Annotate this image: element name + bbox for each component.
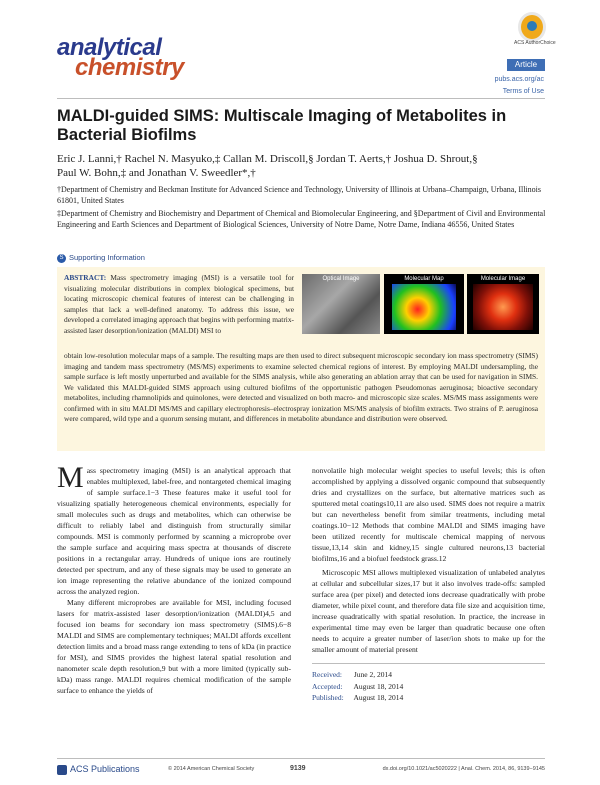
article-title: MALDI-guided SIMS: Multiscale Imaging of Metabolites in Bacterial Biofilms bbox=[57, 107, 507, 144]
author-line-1: Eric J. Lanni,† Rachel N. Masyuko,‡ Callan M. Driscoll,§ Jordan T. Aerts,† Joshua D. Shrout,§ bbox=[57, 153, 478, 165]
body-left-column: Mass spectrometry imaging (MSI) is an analytical approach that enables multiplexed, label-free, and nontargeted chemical imaging of sample surface.1−3 These features make it useful tool for visualizing spatially heterogeneous chemical environments, especially for small molecules such as drugs and metabolites, which can otherwise be difficult to reliably label and distinguish from structurally similar compounds. MSI is commonly performed by scanning a microprobe over the sample surface and acquiring mass spectra at thousands of discrete positions in a rectangular array. Hundreds of unique ions are routinely detected per spectrum, and any of these signals may be used to generate an ion image representing the relative abundance of the ionized compound across the analyzed region. Many different microprobes are available for MSI, including focused lasers for matrix-assisted laser desorption/ionization (MALDI)4,5 and focused ion beams for secondary ion mass spectrometry (SIMS).6−8 MALDI and SIMS are complementary techniques; MALDI affords excellent detection limits and a broad mass range extending to tens of kDa (in practice for MSI), and SIMS provides the highest lateral spatial resolution and nanometer scale depth resolution,9 but with a more limited (typically sub-kDa) mass range. MALDI requires chemical modification of the sample surface to enhance the yields of bbox=[57, 461, 291, 695]
dates-divider bbox=[312, 663, 545, 664]
published-date: August 18, 2014 bbox=[353, 693, 404, 702]
journal-logo bbox=[57, 34, 227, 81]
acs-authorchoice-icon bbox=[518, 12, 546, 42]
affiliation-1: †Department of Chemistry and Beckman Institute for Advanced Science and Technology, University of Illinois at Urbana–Champaign, Urbana, Illinois 61801, United States bbox=[57, 185, 541, 205]
drop-cap: M bbox=[57, 461, 84, 494]
abstract-text-part1: ABSTRACT: Mass spectrometry imaging (MSI) is a versatile tool for visualizing molecular distributions in complex biological specimens, but locating microscopic chemical features of interest can be challenging in samples that lack a well-defined anatomy. To address this issue, we developed a correlated imaging approach that begins with performing matrix-assisted laser desorption/ionization (MALDI) MSI to bbox=[64, 273, 294, 335]
page-number: 9139 bbox=[290, 765, 306, 772]
article-type-tab: Article bbox=[507, 59, 545, 71]
body-right-paragraph-1: nonvolatile high molecular weight species to useful levels; this is often accomplished by applying a dissolved organic compound that subsequently dries and crystallizes on the surface, but alternative matrices such as sputtered metal coatings10,11 are also used. SIMS does not require a matrix but can nevertheless benefit from similar treatments, including metal coatings.10−12 Methods that combine MALDI and SIMS imaging have been utilized recently for multiscale chemical mapping of nervous tissue,13,14 skin and kidney,15 single cultured neurons,13 bacterial biofilms,16 and a biofuel feedstock grass.12 bbox=[312, 466, 545, 563]
journal-url-link[interactable]: pubs.acs.org/ac bbox=[494, 76, 544, 83]
footer-divider bbox=[57, 758, 545, 759]
publication-dates: Received: June 2, 2014 Accepted: August 18, 2014 Published: August 18, 2014 bbox=[312, 670, 404, 702]
molecular-image-label: Molecular Image bbox=[480, 276, 526, 282]
body-right-column bbox=[312, 465, 545, 655]
optical-image-label: Optical Image bbox=[322, 276, 360, 282]
molecular-map-panel bbox=[384, 274, 464, 334]
accepted-date: August 18, 2014 bbox=[353, 681, 404, 691]
info-icon: S bbox=[57, 254, 66, 263]
author-line-2: Paul W. Bohn,‡ and Jonathan V. Sweedler*,† bbox=[57, 167, 256, 179]
molecular-image-panel bbox=[467, 274, 539, 334]
doi-citation[interactable]: dx.doi.org/10.1021/ac5020222 | Anal. Chem. 2014, 86, 9139−9145 bbox=[382, 766, 545, 772]
abstract-box bbox=[57, 267, 545, 451]
molecular-map-label: Molecular Map bbox=[404, 276, 444, 282]
acs-logo-icon bbox=[57, 765, 67, 775]
header-divider bbox=[57, 98, 545, 99]
terms-of-use-link[interactable]: Terms of Use bbox=[502, 88, 544, 95]
abstract-heading: ABSTRACT: bbox=[64, 273, 107, 282]
affiliation-2: ‡Department of Chemistry and Biochemistry and Department of Chemical and Biomolecular Engineering, and §Department of Civil and Environmental Engineering and Earth Sciences and Department of Biological Sciences, University of Notre Dame, Notre Dame, Indiana 46556, United States bbox=[57, 209, 546, 229]
body-right-paragraph-2: Microscopic MSI allows multiplexed visualization of unlabeled analytes at cellular and subcellular sizes,17 but it also involves trade-offs: sampled surface area (per pixel) and detected ions decrease quadratically with probe diameter, while pixel count, and therefore data file size and acquisition time, increase quadratically with spatial resolution. In practice, the increase in experimental time may even be larger than quadratic because one often needs to acquire a greater number of laser/ion shots to make up for the smaller amount of material present bbox=[312, 568, 545, 654]
journal-logo-line2: chemistry bbox=[75, 54, 184, 81]
acs-publications-logo: ACS Publications bbox=[57, 764, 140, 775]
received-date: June 2, 2014 bbox=[353, 670, 392, 679]
optical-image-panel bbox=[302, 274, 380, 334]
author-list bbox=[57, 152, 542, 180]
abstract-text-part2: obtain low-resolution molecular maps of a sample. The resulting maps are then used to direct subsequent microscopic secondary ion mass spectrometry (SIMS) imaging and tandem mass spectrometry (MS/MS) experiments to examine selected chemical regions of interest. By employing MALDI undersampling, the sample surface is left mostly unperturbed and available for the SIMS analysis, while also generating an ablation array that can be used for navigation in SIMS. We validated this MALDI-guided SIMS approach using cultured biofilms of the opportunistic pathogen Pseudomonas aeruginosa; bioactive secondary metabolites, including rhamnolipids and quinolones, were detected and visualized on both macro- and microscopic size scales. MS/MS mass assignments were confirmed with in situ MALDI MS/MS and capillary electrophoresis–electrospray ionization MS/MS analysis of biofilm extracts. Two strains of P. aeruginosa were compared, wild type and a quorum sensing mutant, and differences in metabolite abundance and distribution were observed. bbox=[64, 351, 538, 423]
acs-authorchoice-label: ACS AuthorChoice bbox=[514, 40, 556, 46]
supporting-information-link[interactable]: S Supporting Information bbox=[57, 253, 145, 263]
body-left-paragraph-2: Many different microprobes are available for MSI, including focused lasers for matrix-assisted laser desorption/ionization (MALDI)4,5 and focused ion beams for secondary ion mass spectrometry (SIMS).6−8 MALDI and SIMS are complementary techniques; MALDI affords excellent detection limits and a broad mass range extending to tens of kDa (in practice for MSI), and SIMS provides the highest lateral spatial resolution and nanometer scale depth resolution,9 but with a more limited (typically sub-kDa) mass range. MALDI requires chemical modification of the sample surface to enhance the yields of bbox=[57, 598, 291, 695]
copyright: © 2014 American Chemical Society bbox=[168, 766, 255, 772]
journal-logo-line1: analytical bbox=[57, 34, 162, 61]
